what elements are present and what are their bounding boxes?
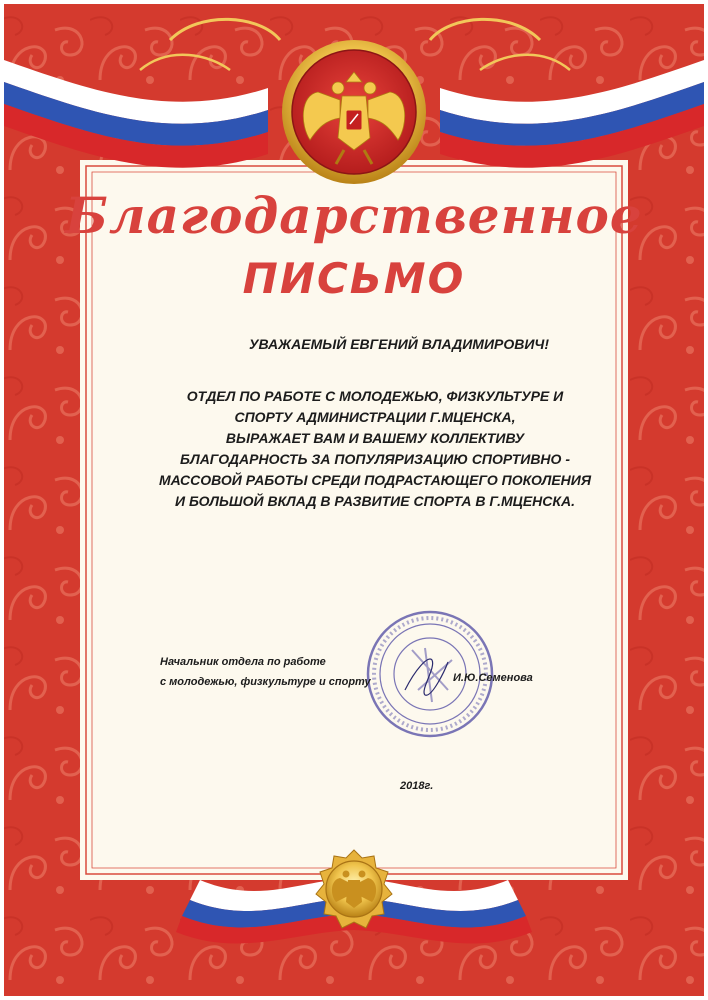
body-line: ВЫРАЖАЕТ ВАМ И ВАШЕМУ КОЛЛЕКТИВУ (225, 430, 525, 446)
signatory-name: И.Ю.Семенова (453, 672, 533, 684)
title-line2: ПИСЬМО (242, 254, 466, 303)
title-line1: Благодарственное (65, 186, 643, 245)
body-line: И БОЛЬШОЙ ВКЛАД В РАЗВИТИЕ СПОРТА В Г.МЦЕНСКА. (174, 493, 576, 509)
body-line: СПОРТУ АДМИНИСТРАЦИИ Г.МЦЕНСКА, (234, 409, 516, 425)
signatory-title (160, 652, 371, 692)
body-line: БЛАГОДАРНОСТЬ ЗА ПОПУЛЯРИЗАЦИЮ СПОРТИВНО - (180, 451, 570, 467)
russian-coat-of-arms-icon (282, 40, 426, 184)
document-year: 2018г. (400, 780, 434, 792)
body-line: МАССОВОЙ РАБОТЫ СРЕДИ ПОДРАСТАЮЩЕГО ПОКОЛЕНИЯ (158, 472, 592, 488)
signatory-title-line: с молодежью, физкультуре и спорту (160, 676, 371, 688)
greeting: УВАЖАЕМЫЙ ЕВГЕНИЙ ВЛАДИМИРОВИЧ! (249, 336, 549, 352)
signatory-title-line: Начальник отдела по работе (160, 656, 326, 668)
body-text (150, 386, 600, 512)
body-line: ОТДЕЛ ПО РАБОТЕ С МОЛОДЕЖЬЮ, ФИЗКУЛЬТУРЕ И (186, 388, 564, 404)
